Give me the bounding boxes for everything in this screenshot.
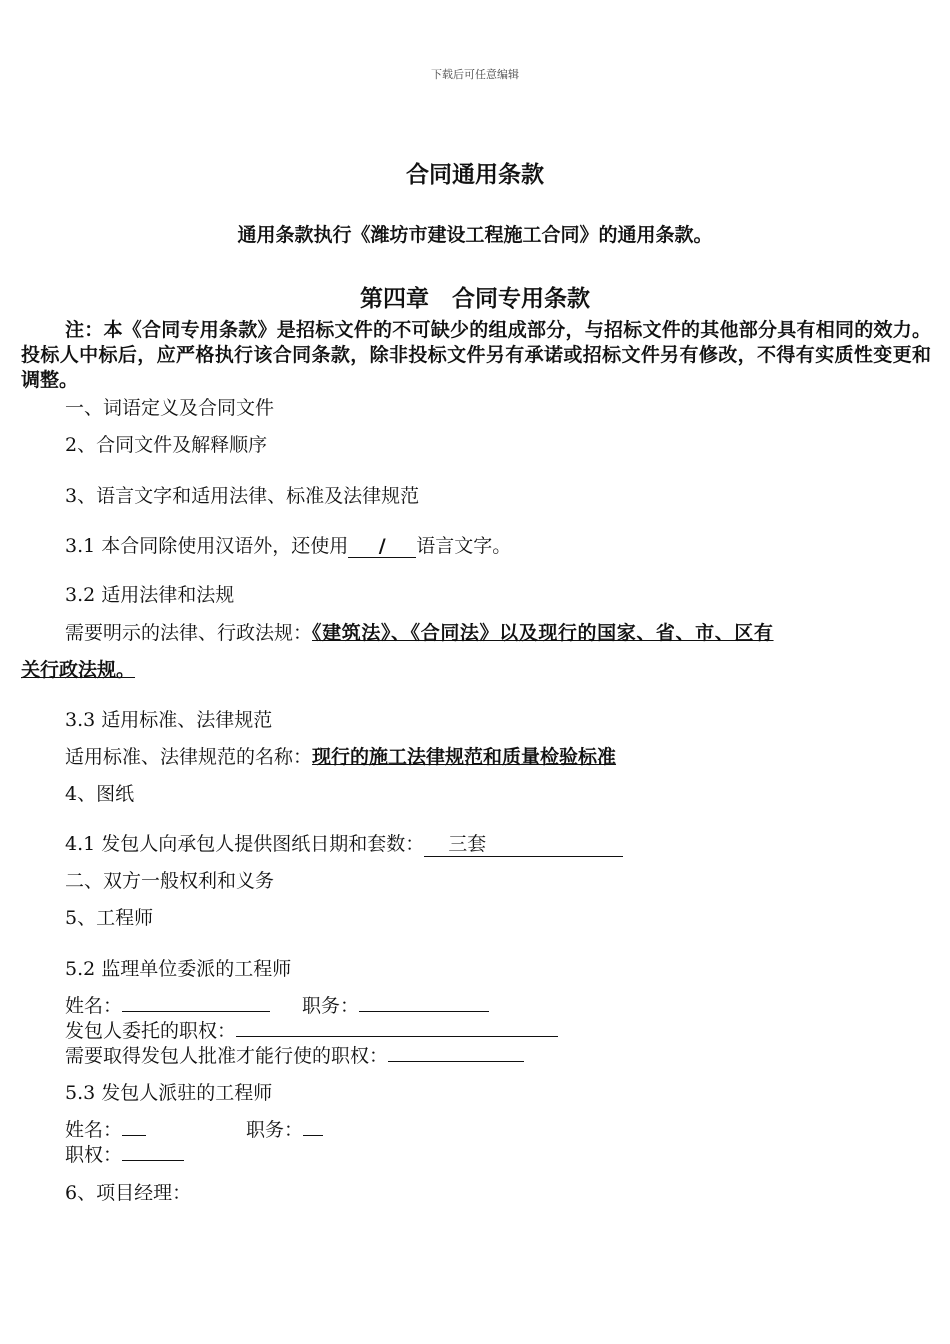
section-3-2-value-line1[interactable]: 《建筑法》、《合同法》以及现行的国家、省、市、区有 [312, 622, 774, 644]
section-5-2-approval-row [65, 1041, 524, 1068]
section-4-1-line [65, 829, 623, 857]
section-3-1-language-value[interactable]: / [348, 535, 416, 558]
section-5-3-authority-row [65, 1140, 184, 1167]
section-5-2-heading: 5.2 监理单位委派的工程师 [65, 958, 292, 980]
section-5-2-position-label: 职务： [302, 995, 360, 1017]
section-4-1-label: 4.1 发包人向承包人提供图纸日期和套数： [65, 833, 425, 855]
section-4-heading: 4、图纸 [65, 783, 135, 805]
section-3-2-value-line2[interactable]: 关行政法规。 [21, 659, 136, 681]
section-3-1-suffix: 语言文字。 [416, 535, 512, 557]
section-3-2-heading: 3.2 适用法律和法规 [65, 584, 235, 606]
general-terms-title: 合同通用条款 [406, 162, 544, 188]
section-3-3-label: 适用标准、法律规范的名称： [65, 746, 313, 768]
page-header: 下载后可任意编辑 [431, 68, 519, 81]
section-5-2-authority-field[interactable] [236, 1017, 558, 1037]
section-5-2-name-row [65, 991, 489, 1018]
section-4-1-value[interactable]: 三套 [424, 829, 623, 857]
section-3-2-line2 [21, 655, 165, 682]
section-3-1-prefix: 3.1 本合同除使用汉语外，还使用 [65, 535, 349, 557]
note-paragraph: 注：本《合同专用条款》是招标文件的不可缺少的组成部分，与招标文件的其他部分具有相同的效力。投标人中标后，应严格执行该合同条款，除非投标文件另有承诺或招标文件另有修改，不得有实质性变更和调整。 [21, 319, 931, 391]
section-3-3-value[interactable]: 现行的施工法律规范和质量检验标准 [312, 746, 617, 768]
section-3-1-line [65, 531, 511, 558]
section-5-2-name-label: 姓名： [65, 995, 123, 1017]
section-2-heading: 2、合同文件及解释顺序 [65, 434, 268, 456]
section-5-heading: 5、工程师 [65, 907, 154, 929]
chapter-title: 第四章 合同专用条款 [360, 286, 590, 312]
section-6-heading: 6、项目经理： [65, 1182, 192, 1204]
section-5-2-approval-field[interactable] [388, 1042, 524, 1062]
section-3-2-label: 需要明示的法律、行政法规： [65, 622, 313, 644]
section-5-3-heading: 5.3 发包人派驻的工程师 [65, 1082, 273, 1104]
section-5-3-position-label: 职务： [246, 1119, 304, 1141]
section-5-3-name-label: 姓名： [65, 1119, 123, 1141]
section-5-2-position-field[interactable] [359, 992, 489, 1012]
section-5-3-position-field[interactable] [303, 1116, 323, 1136]
section-5-2-authority-row [65, 1016, 558, 1043]
section-3-3-heading: 3.3 适用标准、法律规范 [65, 709, 273, 731]
section-1-heading: 一、词语定义及合同文件 [65, 397, 275, 419]
section-5-3-name-field[interactable] [122, 1116, 146, 1136]
section-5-2-authority-label: 发包人委托的职权： [65, 1020, 237, 1042]
section-3-2-line1 [65, 618, 774, 645]
general-terms-statement: 通用条款执行《潍坊市建设工程施工合同》的通用条款。 [237, 224, 713, 246]
section-5-2-approval-label: 需要取得发包人批准才能行使的职权： [65, 1045, 389, 1067]
section-3-heading: 3、语言文字和适用法律、标准及法律规范 [65, 485, 420, 507]
section-5-3-authority-label: 职权： [65, 1144, 123, 1166]
section-3-3-line [65, 742, 737, 769]
section-5-3-name-row [65, 1115, 323, 1142]
section-5-3-authority-field[interactable] [122, 1141, 184, 1161]
section-two-heading: 二、双方一般权利和义务 [65, 870, 275, 892]
section-5-2-name-field[interactable] [122, 992, 270, 1012]
